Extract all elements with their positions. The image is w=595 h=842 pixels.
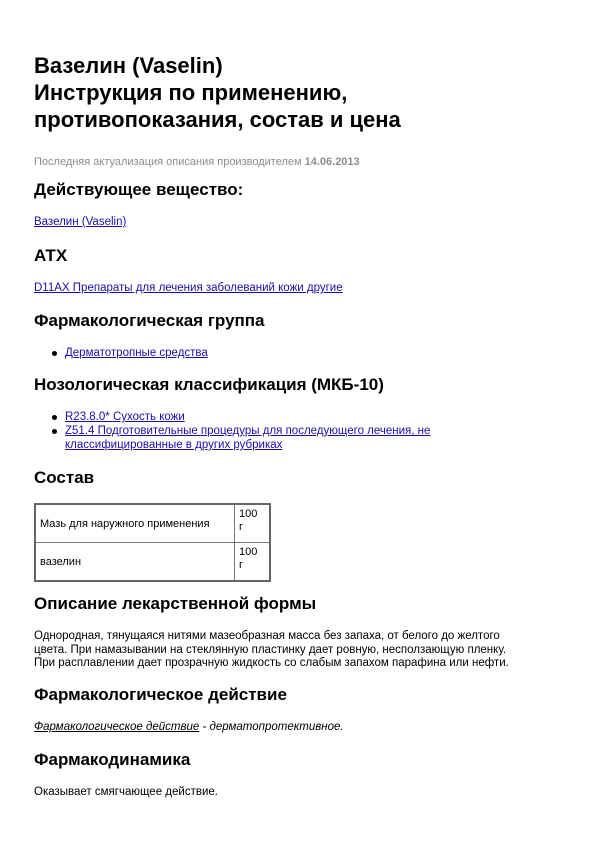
nosology-link-z51[interactable]	[65, 425, 430, 451]
nosology-z51-line-2: классифицированные в других рубриках	[65, 439, 283, 451]
composition-table	[34, 503, 271, 582]
section-pharm-group	[34, 311, 562, 360]
pharm-group-link[interactable]: Дерматотропные средства	[65, 347, 208, 359]
list-item	[52, 410, 562, 424]
dosage-form-line-3: При расплавлении дает прозрачную жидкость со слабым запахом парафина или нефти.	[34, 657, 509, 669]
document-page	[34, 52, 562, 798]
section-active-substance	[34, 180, 562, 228]
section-composition	[34, 468, 562, 582]
active-substance-link[interactable]: Вазелин (Vaselin)	[34, 216, 127, 228]
dosage-form-line-1: Однородная, тянущаяся нитями мазеобразная масса без запаха, от белого до желтого	[34, 630, 500, 642]
section-atc	[34, 246, 562, 294]
dosage-form-line-2: цвета. При намазывании на стеклянную пластинку дает ровную, несползающую пленку.	[34, 643, 507, 656]
bullet-icon	[52, 429, 57, 434]
nosology-list	[34, 410, 562, 452]
composition-unit: г	[239, 521, 244, 533]
heading-active-substance: Действующее вещество:	[34, 180, 244, 199]
heading-atc: АТХ	[34, 246, 68, 265]
list-item	[52, 346, 562, 360]
section-dosage-form	[34, 594, 562, 671]
composition-value: 100	[239, 546, 258, 558]
last-updated-date: 14.06.2013	[304, 156, 360, 168]
heading-pharm-action: Фармакологическое действие	[34, 685, 287, 704]
section-pharm-action	[34, 685, 562, 735]
bullet-icon	[52, 415, 57, 420]
pharm-action-link[interactable]: Фармакологическое действие	[34, 721, 200, 733]
page-title	[34, 52, 562, 133]
pharm-action-text	[34, 721, 562, 735]
dosage-form-text	[34, 630, 562, 671]
atc-link[interactable]: D11AX Препараты для лечения заболеваний кожи другие	[34, 282, 343, 294]
section-nosology	[34, 375, 562, 452]
heading-nosology: Нозологическая классификация (МКБ-10)	[34, 375, 384, 394]
pharm-action-value: - дерматопротективное.	[199, 721, 344, 733]
title-line-3: противопоказания, состав и цена	[34, 107, 401, 132]
title-line-1: Вазелин (Vaselin)	[34, 53, 223, 78]
heading-pharmacodynamics: Фармакодинамика	[34, 750, 191, 769]
pharm-group-list	[34, 346, 562, 360]
composition-unit: г	[239, 559, 244, 571]
composition-name-cell: вазелин	[35, 543, 235, 582]
list-item	[52, 424, 562, 452]
pharmacodynamics-text: Оказывает смягчающее действие.	[34, 786, 218, 798]
nosology-z51-line-1: Z51.4 Подготовительные процедуры для последующего лечения, не	[65, 425, 431, 437]
heading-composition: Состав	[34, 468, 95, 487]
heading-dosage-form: Описание лекарственной формы	[34, 594, 317, 613]
nosology-link-r23[interactable]: R23.8.0* Сухость кожи	[65, 411, 185, 423]
composition-name-cell: Мазь для наружного применения	[35, 504, 235, 543]
bullet-icon	[52, 351, 57, 356]
heading-pharm-group: Фармакологическая группа	[34, 311, 265, 330]
last-updated-note	[34, 156, 562, 168]
section-pharmacodynamics	[34, 750, 562, 800]
last-updated-label: Последняя актуализация описания производителем	[34, 156, 302, 168]
table-row	[35, 543, 270, 582]
composition-value-cell	[235, 543, 271, 582]
table-row	[35, 504, 270, 543]
title-line-2: Инструкция по применению,	[34, 80, 348, 105]
composition-value-cell	[235, 504, 271, 543]
composition-value: 100	[239, 508, 258, 520]
